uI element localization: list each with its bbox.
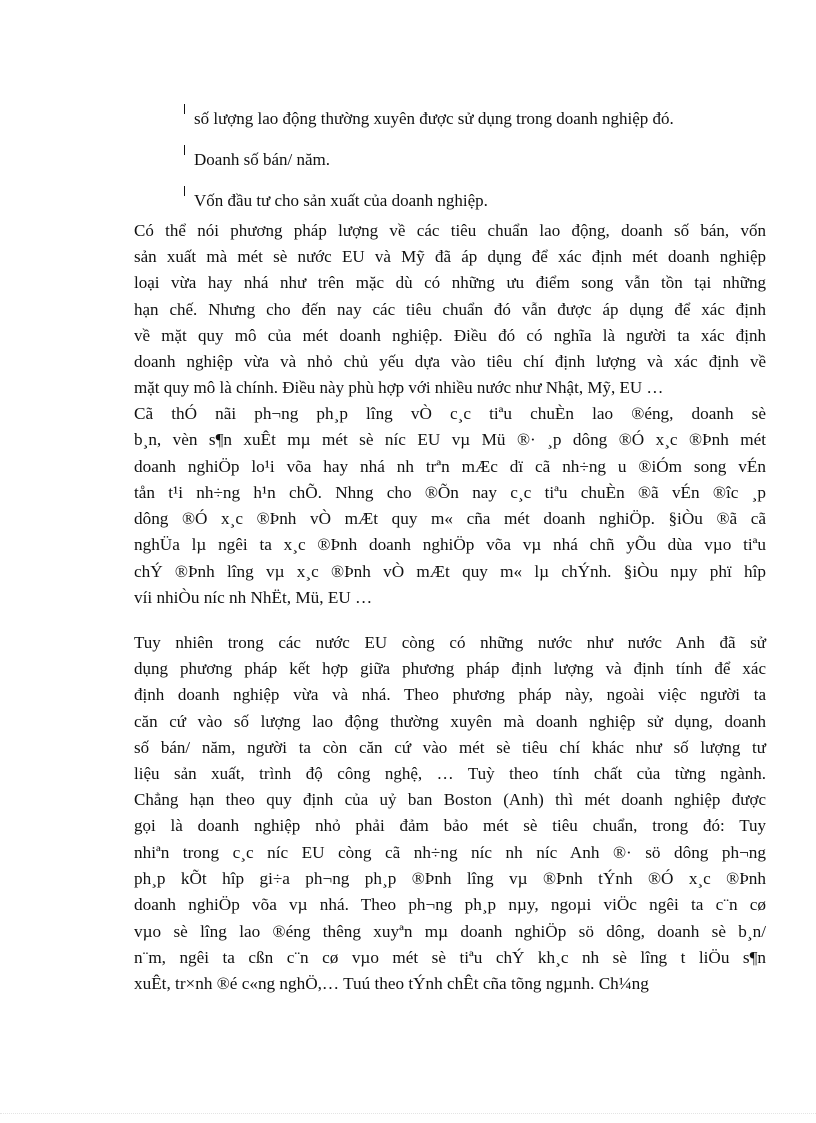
text-line: Có thể nói phương pháp lượng về các tiêu chuẩn lao động, doanh số bán, vốn	[134, 221, 766, 240]
bullet-dash-icon	[184, 145, 191, 155]
text-line: số bán/ năm, người ta còn căn cứ vào mét sè tiêu chí khác như số lượng tư	[134, 737, 766, 757]
page-bottom-divider	[0, 1113, 816, 1114]
text-line: định doanh nghiệp vừa và nhá. Theo phương pháp này, ngoài việc người ta	[134, 685, 766, 705]
bullet-text: Doanh số bán/ năm.	[194, 150, 330, 169]
text-line: Chẳng hạn theo quy định của uỷ ban Boston (Anh) thì mét doanh nghiệp được	[134, 790, 766, 810]
text-line: nhiªn trong c¸c níc EU còng cã nh÷ng níc nh níc Anh ®· sö dông ph¬ng	[134, 842, 766, 862]
text-line: vµo sè lîng lao ®éng thêng xuyªn mµ doanh nghiÖp sö dông, doanh sè b¸n/	[134, 921, 766, 941]
bullet-text: Vốn đầu tư cho sản xuất của doanh nghiệp.	[194, 191, 488, 210]
bullet-dash-icon	[184, 186, 191, 196]
text-line: Tuy nhiên trong các nước EU còng có những nước như nước Anh đã sử	[134, 633, 766, 652]
text-line: mặt quy mô là chính. Điều này phù hợp với nhiều nước như Nhật, Mỹ, EU …	[134, 378, 664, 398]
text-line: ph¸p kÕt hîp gi÷a ph¬ng ph¸p ®Þnh lîng vµ ®Þnh tÝnh ®Ó x¸c ®Þnh	[134, 868, 766, 888]
text-line: n¨m, ngêi ta cßn c¨n cø vµo mét sè tiªu chÝ kh¸c nh sè lîng t liÖu s¶n	[134, 947, 766, 967]
text-line: doanh nghiÖp lo¹i võa hay nhá nh trªn mÆc dï cã nh÷ng u ®iÓm song vÉn	[134, 456, 766, 476]
text-line: loại vừa hay nhá như trên mặc dù có những ưu điểm song vẫn tồn tại những	[134, 273, 766, 293]
text-line: Cã thÓ nãi ph¬ng ph¸p lîng vÒ c¸c tiªu chuÈn lao ®éng, doanh sè	[134, 404, 766, 423]
bullet-text: số lượng lao động thường xuyên được sử dụng trong doanh nghiệp đó.	[194, 109, 674, 128]
paragraph-standards	[134, 218, 766, 401]
text-line: về mặt quy mô của mét doanh nghiệp. Điều đó có nghĩa là người ta xác định	[134, 325, 766, 345]
text-line: căn cứ vào số lượng lao động thường xuyên mà doanh nghiệp sử dụng, doanh	[134, 711, 766, 731]
text-line: gọi là doanh nghiệp nhỏ phải đảm bảo mét sè tiêu chuẩn, trong đó: Tuy	[134, 816, 766, 836]
text-line: xuÊt, tr×nh ®é c«ng nghÖ,… Tuú theo tÝnh chÊt cña tõng ngµnh. Ch¼ng	[134, 974, 649, 994]
text-line: liệu sản xuất, trình độ công nghệ, … Tuỳ theo tính chất của từng ngành.	[134, 764, 766, 784]
text-line: víi nhiÒu níc nh NhËt, Mü, EU …	[134, 588, 373, 608]
text-line: b¸n, vèn s¶n xuÊt mµ mét sè níc EU vµ Mü ®· ¸p dông ®Ó x¸c ®Þnh mét	[134, 430, 766, 450]
text-line: nghÜa lµ ngêi ta x¸c ®Þnh doanh nghiÖp võa vµ nhá chñ yÕu dùa vµo tiªu	[134, 535, 766, 555]
text-line: doanh nghiÖp võa vµ nhá. Theo ph¬ng ph¸p nµy, ngoµi viÖc ngêi ta c¨n cø	[134, 895, 766, 915]
bullet-dash-icon	[184, 104, 191, 114]
paragraph-uk-method	[134, 630, 766, 997]
text-line: tån t¹i nh÷ng h¹n chÕ. Nhng cho ®Õn nay c¸c tiªu chuÈn ®ã vÉn ®îc ¸p	[134, 482, 766, 502]
text-line: chÝ ®Þnh lîng vµ x¸c ®Þnh vÒ mÆt quy m« lµ chÝnh. §iÒu nµy phï hîp	[134, 561, 766, 581]
paragraph-garbled-standards	[134, 401, 766, 611]
text-line: dông ®Ó x¸c ®Þnh vÒ mÆt quy m« cña mét doanh nghiÖp. §iÒu ®ã cã	[134, 509, 766, 529]
text-line: dụng phương pháp kết hợp giữa phương pháp định lượng và định tính để xác	[134, 659, 766, 679]
text-line: hạn chế. Nhưng cho đến nay các tiêu chuẩn đó vẫn được áp dụng để xác định	[134, 299, 766, 319]
text-line: doanh nghiệp vừa và nhỏ chủ yếu dựa vào tiêu chí định lượng và xác định về	[134, 352, 766, 372]
text-line: sản xuất mà mét sè nước EU và Mỹ đã áp dụng để xác định mét doanh nghiệp	[134, 247, 766, 267]
